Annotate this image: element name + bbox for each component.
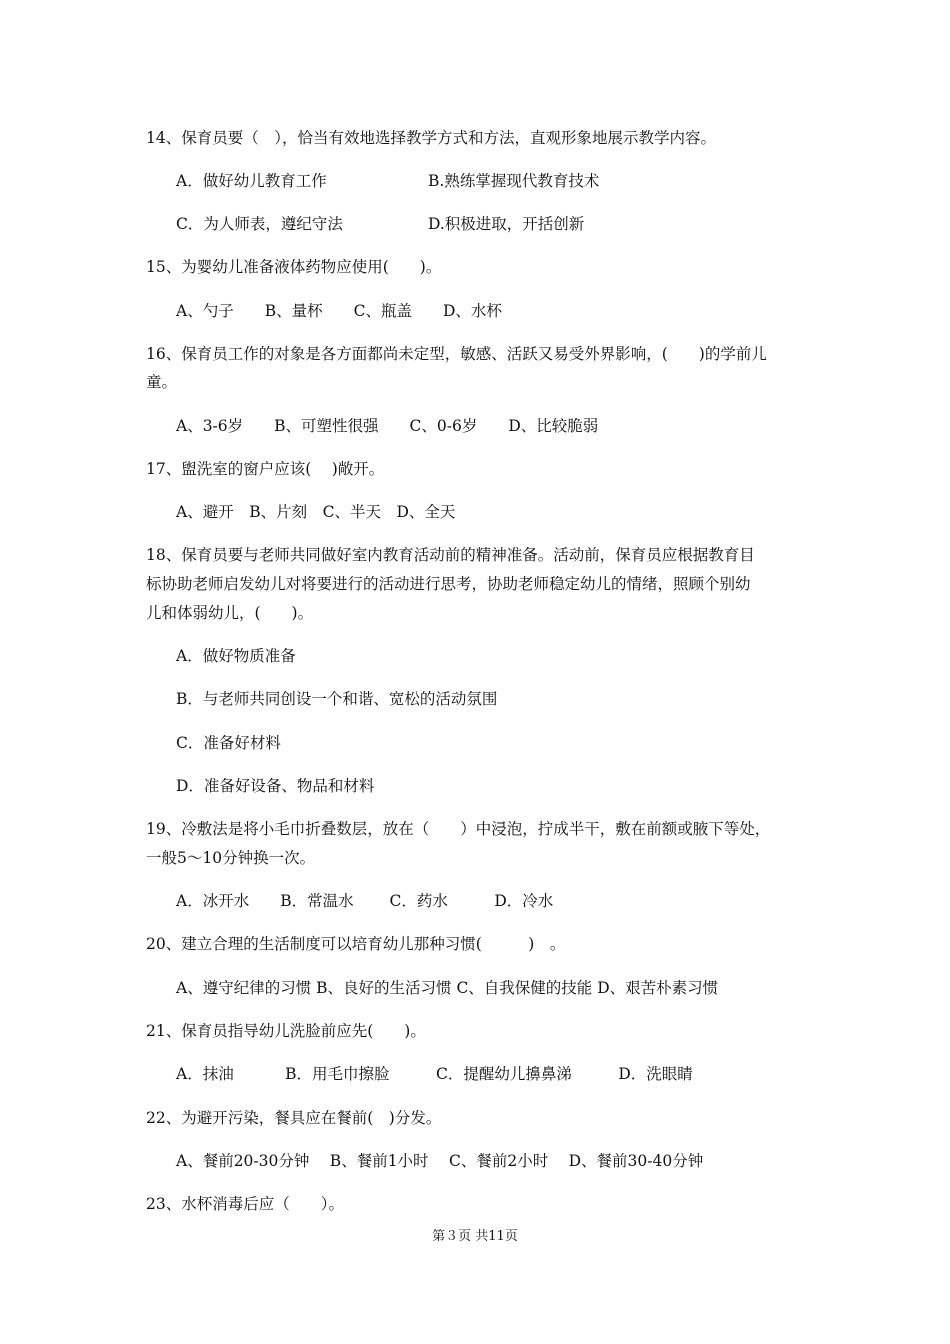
- question-18-line-2: 标协助老师启发幼儿对将要进行的活动进行思考，协助老师稳定幼儿的情绪，照顾个别幼: [146, 575, 751, 593]
- question-18-option-d: D．准备好设备、物品和材料: [176, 777, 375, 795]
- question-14-option-d: D.积极进取，开括创新: [428, 215, 585, 233]
- question-14-option-b: B.熟练掌握现代教育技术: [428, 172, 600, 190]
- question-20: 20、建立合理的生活制度可以培育幼儿那种习惯( ) 。: [146, 935, 566, 953]
- question-15-options: A、勺子 B、量杯 C、瓶盖 D、水杯: [176, 302, 502, 320]
- question-14: 14、保育员要（ ），恰当有效地选择教学方式和方法，直观形象地展示教学内容。: [146, 129, 716, 147]
- question-14-option-c: C．为人师表，遵纪守法: [176, 215, 343, 233]
- question-22: 22、为避开污染，餐具应在餐前( )分发。: [146, 1109, 442, 1127]
- question-16: 16、保育员工作的对象是各方面都尚未定型，敏感、活跃又易受外界影响，( )的学前儿: [146, 345, 767, 363]
- question-18-line-3: 儿和体弱幼儿，( )。: [146, 604, 314, 622]
- question-18-option-b: B．与老师共同创设一个和谐、宽松的活动氛围: [176, 690, 498, 708]
- question-17-options: A、避开 B、片刻 C、半天 D、全天: [176, 503, 456, 521]
- question-23: 23、水杯消毒后应（ ）。: [146, 1195, 344, 1213]
- question-19: 19、冷敷法是将小毛巾折叠数层，放在（ ）中浸泡，拧成半干，敷在前额或腋下等处，: [146, 820, 771, 838]
- question-16-line-2: 童。: [146, 373, 178, 391]
- question-19-line-2: 一般5～10分钟换一次。: [146, 849, 316, 867]
- question-22-options: A、餐前20-30分钟 B、餐前1小时 C、餐前2小时 D、餐前30-40分钟: [176, 1152, 704, 1170]
- question-18: 18、保育员要与老师共同做好室内教育活动前的精神准备。活动前，保育员应根据教育目: [146, 546, 755, 564]
- page-footer: 第３页 共11页: [432, 1229, 518, 1244]
- question-15: 15、为婴幼儿准备液体药物应使用( )。: [146, 258, 442, 276]
- question-16-options: A、3-6岁 B、可塑性很强 C、0-6岁 D、比较脆弱: [176, 417, 599, 435]
- question-18-option-c: C．准备好材料: [176, 734, 281, 752]
- question-19-options: A．冰开水 B．常温水 C．药水 D．冷水: [176, 892, 554, 910]
- question-20-options: A、遵守纪律的习惯 B、良好的生活习惯 C、自我保健的技能 D、艰苦朴素习惯: [176, 979, 719, 997]
- question-18-option-a: A．做好物质准备: [176, 647, 296, 665]
- question-14-option-a: A．做好幼儿教育工作: [176, 172, 327, 190]
- question-21: 21、保育员指导幼儿洗脸前应先( )。: [146, 1022, 426, 1040]
- question-17: 17、盥洗室的窗户应该( )敞开。: [146, 460, 385, 478]
- question-21-options: A．抹油 B．用毛巾擦脸 C．提醒幼儿擤鼻涕 D．洗眼睛: [176, 1065, 693, 1083]
